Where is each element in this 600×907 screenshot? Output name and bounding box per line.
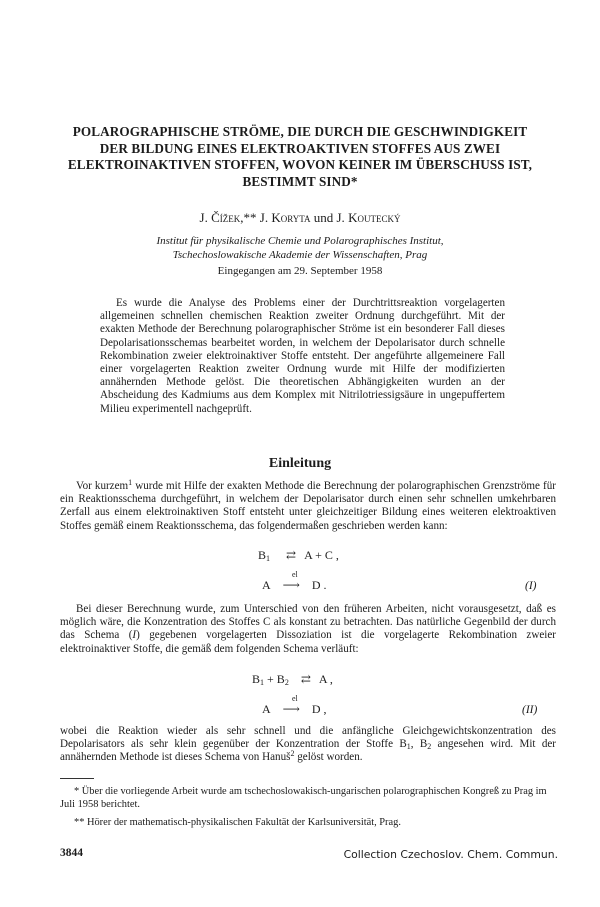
footnote-rule [60,778,94,779]
journal-name: Collection Czechoslov. Chem. Commun. [343,848,558,861]
footnote-1: * Über die vorliegende Arbeit wurde am tschechoslowakisch-ungarischen polarographischen Kongreß zu Prag im Juli 1958 berichtet. [60,786,547,811]
affiliation: Institut für physikalische Chemie und Polarographisches Institut, Tschechoslowakische Akademie der Wissenschaften, Prag [156,235,444,261]
footnotes [60,785,556,829]
title-line-4: BESTIMMT SIND* [242,173,358,189]
author-koryta: Koryta [271,210,311,225]
title-line-3: ELEKTROINAKTIVEN STOFFEN, WOVON KEINER IM ÜBERSCHUSS IST, [67,157,533,173]
equation-1-line-1: $B_1$ ⇄ A + C , [258,548,339,563]
article-title [40,124,560,190]
section-heading: Einleitung [268,456,332,471]
equilibrium-arrow: ⇄ [286,548,297,562]
abstract: Es wurde die Analyse des Problems einer der Durchtrittsreaktion vorgelagerten allgemeinen schnellen chemischen Reaktion zweiter Ordnung durchgeführt. Mit der exakten Methode der Berechnung polarographischer Ströme ist ein besonderer Fall dieses Depolarisationsschemas bearbeitet worden, in welchem der Depolarisator durch schnelle Rekombination zweier elektroinaktiver Stoffe entsteht. Der angeführte allgemeinere Fall einer vorgelagerten Reaktion zweiter Ordnung wurde mit Hilfe der modifizierten annähernden Methode gelöst. Die theoretischen Abhängigkeiten wurden an der Abscheidung des Kadmiums aus dem Komplex mit Nitrilotriessigsäure in ungepuffertem Milieu experimentell nachgeprüft. [100,297,505,415]
paragraph-1: Vor kurzem$^1$ wurde mit Hilfe der exakten Methode die Berechnung der polarographischen Grenzströme für ein Reaktionsschema durchgeführt, in welchem der Depolarisator durch einen sehr schnellen umkehrbaren Zerfall aus einem elektroinaktiven Stoff entsteht unter gleichzeitiger Bildung eines weiteren elektroaktiven Stoffes gemäß einem Reaktionsschema, das folgendermaßen geschrieben werden kann: [60,478,556,532]
equation-2-number: (II) [522,704,538,716]
equation-1-line-2: A ⟶ D . [262,578,327,592]
equation-2-line-1: $B_1 + B_2$ ⇄ A , [252,672,333,687]
title-line-1: POLAROGRAPHISCHE STRÖME, DIE DURCH DIE GESCHWINDIGKEIT [72,124,528,139]
paragraph-3: wobei die Reaktion wieder als sehr schnell und die anfängliche Gleichgewichtskonzentration des Depolarisators als sehr klein gegenüber der Konzentration der Stoffe $B_1$, $B_2$ angesehen wird. Mit der annähernden Methode ist dieses Schema von Hanuš$^2$ gelöst worden. [60,725,556,764]
equation-2-line-2: A ⟶ D , [262,702,327,716]
equation-2-el-label: el [292,694,298,703]
title-line-2: DER BILDUNG EINES ELEKTROAKTIVEN STOFFES AUS ZWEI [99,140,501,156]
author-cizek: Čížek [211,210,241,225]
reference-1: 1 [128,478,133,487]
page-number: 3844 [60,847,83,859]
paragraph-2: Bei dieser Berechnung wurde, zum Unterschied von den früheren Arbeiten, nicht vorausgesetzt, daß es möglich wäre, die Konzentration des Stoffes C als konstant zu betrachten. Das natürliche Gegenbild der durch das Schema (I) gegebenen vorgelagerten Dissoziation ist die vorgelagerte Rekombination zweier elektroinaktiver Stoffe, die gemäß dem folgenden Schema verläuft: [60,603,556,655]
equation-1-number: (I) [525,580,537,592]
received-date: Eingegangen am 29. September 1958 [217,265,383,277]
reaction-arrow: ⟶ [282,578,300,592]
author-list: J. Čížek,** J. Koryta und J. Koutecký [199,210,401,225]
reference-2: 2 [290,749,295,759]
reaction-arrow: ⟶ [282,702,300,716]
author-koutecky: Koutecký [348,210,401,225]
equilibrium-arrow: ⇄ [300,672,311,686]
footnote-2: ** Hörer der mathematisch-physikalischen Fakultät der Karlsuniversität, Prag. [74,816,401,828]
equation-1-el-label: el [292,570,298,579]
